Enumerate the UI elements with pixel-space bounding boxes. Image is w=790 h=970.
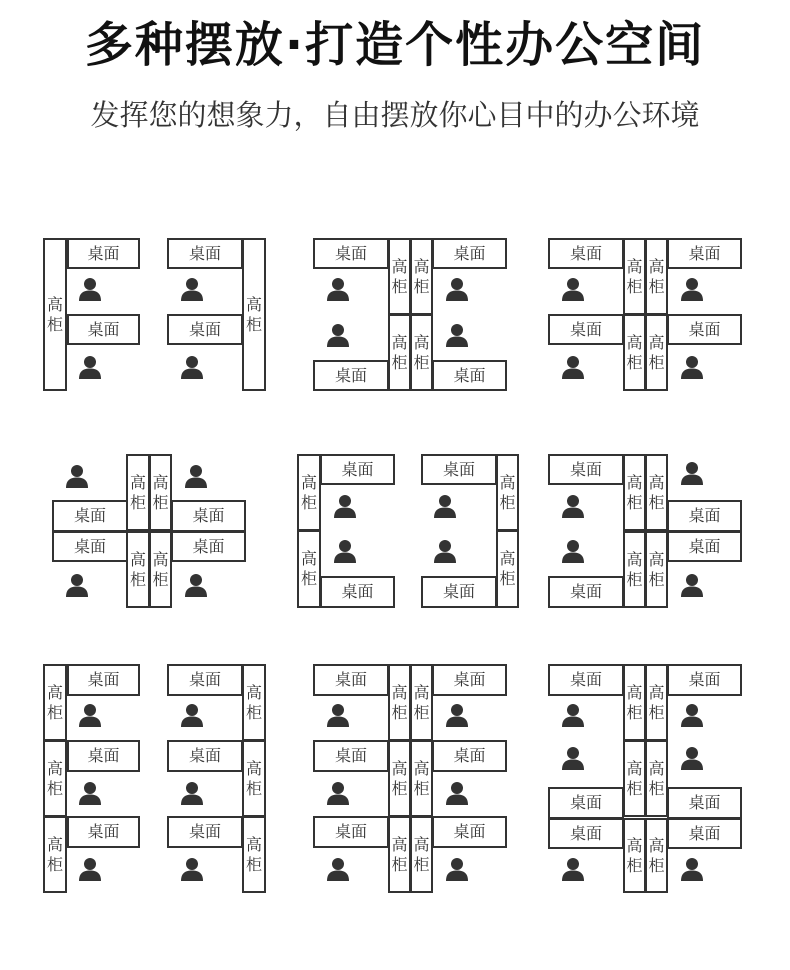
desk-label: 桌面 bbox=[688, 319, 721, 339]
tall-cabinet-label: 高 柜 bbox=[626, 472, 643, 512]
tall-cabinet-label: 高 柜 bbox=[391, 256, 408, 296]
tall-cabinet bbox=[645, 531, 668, 608]
tall-cabinet bbox=[43, 816, 67, 893]
tall-cabinet bbox=[645, 454, 668, 531]
tall-cabinet-label: 高 柜 bbox=[46, 294, 63, 334]
person-icon bbox=[180, 781, 204, 805]
desk-label: 桌面 bbox=[569, 582, 602, 601]
desk bbox=[320, 454, 395, 485]
person-icon bbox=[65, 573, 89, 597]
desk bbox=[167, 740, 243, 772]
person-icon bbox=[333, 539, 357, 563]
tall-cabinet bbox=[126, 531, 150, 608]
person-icon bbox=[680, 461, 704, 485]
desk bbox=[667, 500, 742, 532]
desk bbox=[320, 576, 395, 608]
desk-label: 桌面 bbox=[569, 823, 602, 843]
person-icon bbox=[680, 703, 704, 727]
desk bbox=[52, 531, 128, 562]
person-icon bbox=[78, 703, 102, 727]
tall-cabinet bbox=[297, 530, 321, 608]
tall-cabinet bbox=[388, 314, 411, 391]
desk-label: 桌面 bbox=[453, 670, 486, 689]
tall-cabinet bbox=[410, 238, 433, 315]
tall-cabinet bbox=[645, 664, 668, 741]
desk-label: 桌面 bbox=[569, 670, 602, 689]
person-icon bbox=[561, 539, 585, 563]
desk-label: 桌面 bbox=[188, 243, 221, 263]
tall-cabinet bbox=[388, 816, 411, 893]
person-icon bbox=[680, 277, 704, 301]
desk bbox=[67, 664, 140, 696]
person-icon bbox=[680, 857, 704, 881]
tall-cabinet-label: 高 柜 bbox=[648, 549, 665, 589]
desk bbox=[171, 500, 246, 532]
desk bbox=[421, 454, 497, 485]
person-icon bbox=[561, 746, 585, 770]
person-icon bbox=[680, 573, 704, 597]
person-icon bbox=[180, 703, 204, 727]
tall-cabinet-label: 高 柜 bbox=[245, 834, 262, 874]
person-icon bbox=[561, 355, 585, 379]
tall-cabinet-label: 高 柜 bbox=[413, 682, 430, 722]
desk bbox=[548, 454, 624, 485]
tall-cabinet-label: 高 柜 bbox=[499, 549, 516, 588]
person-icon bbox=[445, 277, 469, 301]
person-icon bbox=[433, 539, 457, 563]
desk-label: 桌面 bbox=[453, 365, 486, 385]
desk bbox=[421, 576, 497, 608]
desk bbox=[167, 238, 243, 269]
tall-cabinet-label: 高 柜 bbox=[245, 294, 262, 334]
tall-cabinet-label: 高 柜 bbox=[648, 332, 665, 372]
tall-cabinet-label: 高 柜 bbox=[391, 332, 408, 372]
tall-cabinet bbox=[410, 314, 433, 391]
desk bbox=[548, 787, 624, 819]
tall-cabinet bbox=[410, 740, 433, 817]
page-title: 多种摆放·打造个性办公空间 bbox=[84, 17, 706, 73]
desk bbox=[667, 818, 742, 849]
desk-label: 桌面 bbox=[73, 506, 106, 525]
desk bbox=[167, 816, 243, 848]
desk bbox=[548, 576, 624, 608]
desk bbox=[313, 664, 389, 696]
person-icon bbox=[561, 277, 585, 301]
desk bbox=[667, 314, 742, 345]
desk-label: 桌面 bbox=[87, 670, 120, 689]
tall-cabinet bbox=[623, 238, 646, 315]
desk-label: 桌面 bbox=[688, 823, 721, 843]
tall-cabinet-label: 高 柜 bbox=[391, 834, 408, 874]
desk bbox=[432, 238, 507, 269]
desk-label: 桌面 bbox=[188, 746, 221, 765]
desk bbox=[67, 816, 140, 848]
person-icon bbox=[561, 494, 585, 518]
desk bbox=[548, 238, 624, 269]
tall-cabinet-label: 高 柜 bbox=[245, 682, 262, 722]
desk bbox=[432, 816, 507, 848]
tall-cabinet-label: 高 柜 bbox=[626, 758, 643, 798]
tall-cabinet-label: 高 柜 bbox=[46, 758, 63, 798]
desk-label: 桌面 bbox=[569, 243, 602, 263]
tall-cabinet bbox=[496, 530, 519, 608]
person-icon bbox=[333, 494, 357, 518]
desk bbox=[667, 238, 742, 269]
person-icon bbox=[78, 781, 102, 805]
tall-cabinet-label: 高 柜 bbox=[626, 549, 643, 589]
tall-cabinet bbox=[623, 740, 646, 817]
tall-cabinet-label: 高 柜 bbox=[413, 256, 430, 296]
tall-cabinet-label: 高 柜 bbox=[413, 758, 430, 798]
tall-cabinet-label: 高 柜 bbox=[152, 472, 169, 512]
tall-cabinet bbox=[149, 531, 172, 608]
person-icon bbox=[326, 703, 350, 727]
desk-label: 桌面 bbox=[188, 822, 221, 841]
desk-label: 桌面 bbox=[87, 822, 120, 841]
desk bbox=[67, 238, 140, 269]
tall-cabinet-label: 高 柜 bbox=[648, 682, 665, 722]
tall-cabinet-label: 高 柜 bbox=[648, 472, 665, 512]
tall-cabinet bbox=[242, 664, 266, 741]
tall-cabinet-label: 高 柜 bbox=[499, 472, 516, 512]
person-icon bbox=[326, 277, 350, 301]
desk-label: 桌面 bbox=[688, 506, 721, 525]
person-icon bbox=[78, 277, 102, 301]
desk-label: 桌面 bbox=[334, 746, 367, 765]
tall-cabinet-label: 高 柜 bbox=[391, 758, 408, 798]
tall-cabinet-label: 高 柜 bbox=[413, 834, 430, 874]
tall-cabinet bbox=[43, 664, 67, 741]
desk bbox=[167, 664, 243, 696]
tall-cabinet-label: 高 柜 bbox=[152, 549, 169, 589]
person-icon bbox=[680, 746, 704, 770]
tall-cabinet-label: 高 柜 bbox=[391, 682, 408, 722]
tall-cabinet bbox=[645, 238, 668, 315]
person-icon bbox=[561, 857, 585, 881]
tall-cabinet-label: 高 柜 bbox=[648, 835, 665, 875]
tall-cabinet-label: 高 柜 bbox=[300, 472, 317, 512]
tall-cabinet bbox=[242, 740, 266, 817]
desk-label: 桌面 bbox=[442, 582, 475, 601]
person-icon bbox=[326, 323, 350, 347]
tall-cabinet bbox=[388, 664, 411, 741]
tall-cabinet bbox=[43, 238, 67, 391]
desk bbox=[313, 238, 389, 269]
desk bbox=[432, 360, 507, 391]
desk-label: 桌面 bbox=[87, 243, 120, 263]
desk-label: 桌面 bbox=[73, 536, 106, 556]
desk bbox=[667, 531, 742, 562]
desk bbox=[313, 816, 389, 848]
tall-cabinet-label: 高 柜 bbox=[413, 332, 430, 372]
desk bbox=[313, 740, 389, 772]
desk bbox=[67, 740, 140, 772]
tall-cabinet-label: 高 柜 bbox=[46, 834, 63, 874]
person-icon bbox=[65, 464, 89, 488]
tall-cabinet-label: 高 柜 bbox=[648, 256, 665, 296]
tall-cabinet bbox=[388, 238, 411, 315]
desk-label: 桌面 bbox=[569, 459, 602, 479]
tall-cabinet-label: 高 柜 bbox=[129, 472, 146, 512]
person-icon bbox=[184, 573, 208, 597]
tall-cabinet-label: 高 柜 bbox=[245, 758, 262, 798]
desk bbox=[67, 314, 140, 345]
tall-cabinet-label: 高 柜 bbox=[626, 332, 643, 372]
person-icon bbox=[561, 703, 585, 727]
desk-label: 桌面 bbox=[334, 670, 367, 689]
desk-label: 桌面 bbox=[688, 670, 721, 689]
desk bbox=[548, 664, 624, 696]
person-icon bbox=[180, 277, 204, 301]
desk bbox=[171, 531, 246, 562]
desk-label: 桌面 bbox=[688, 536, 721, 556]
person-icon bbox=[445, 781, 469, 805]
desk-label: 桌面 bbox=[87, 746, 120, 765]
person-icon bbox=[433, 494, 457, 518]
desk bbox=[432, 740, 507, 772]
tall-cabinet bbox=[43, 740, 67, 817]
tall-cabinet-label: 高 柜 bbox=[626, 682, 643, 722]
person-icon bbox=[78, 355, 102, 379]
desk bbox=[167, 314, 243, 345]
desk bbox=[548, 818, 624, 849]
person-icon bbox=[78, 857, 102, 881]
person-icon bbox=[326, 781, 350, 805]
tall-cabinet bbox=[645, 740, 668, 817]
page-subtitle: 发挥您的想象力，自由摆放你心目中的办公环境 bbox=[90, 98, 700, 132]
tall-cabinet bbox=[297, 454, 321, 531]
desk bbox=[52, 500, 128, 532]
person-icon bbox=[180, 857, 204, 881]
person-icon bbox=[184, 464, 208, 488]
desk-label: 桌面 bbox=[569, 793, 602, 812]
tall-cabinet bbox=[645, 314, 668, 391]
desk-label: 桌面 bbox=[188, 670, 221, 689]
desk-label: 桌面 bbox=[453, 746, 486, 765]
desk-label: 桌面 bbox=[334, 822, 367, 841]
tall-cabinet bbox=[126, 454, 150, 531]
tall-cabinet bbox=[623, 314, 646, 391]
tall-cabinet bbox=[623, 454, 646, 531]
person-icon bbox=[445, 323, 469, 347]
desk-label: 桌面 bbox=[569, 319, 602, 339]
tall-cabinet bbox=[388, 740, 411, 817]
tall-cabinet-label: 高 柜 bbox=[129, 549, 146, 589]
desk bbox=[667, 664, 742, 696]
desk bbox=[548, 314, 624, 345]
desk-label: 桌面 bbox=[688, 793, 721, 812]
person-icon bbox=[326, 857, 350, 881]
tall-cabinet-label: 高 柜 bbox=[626, 256, 643, 296]
tall-cabinet-label: 高 柜 bbox=[648, 758, 665, 798]
tall-cabinet bbox=[645, 818, 668, 893]
desk-label: 桌面 bbox=[453, 822, 486, 841]
tall-cabinet-label: 高 柜 bbox=[46, 682, 63, 722]
desk-label: 桌面 bbox=[188, 319, 221, 339]
tall-cabinet bbox=[242, 816, 266, 893]
person-icon bbox=[180, 355, 204, 379]
person-icon bbox=[445, 703, 469, 727]
desk-label: 桌面 bbox=[192, 506, 225, 525]
tall-cabinet bbox=[623, 531, 646, 608]
desk-label: 桌面 bbox=[341, 459, 374, 479]
desk-label: 桌面 bbox=[341, 582, 374, 601]
desk bbox=[667, 787, 742, 819]
tall-cabinet-label: 高 柜 bbox=[626, 835, 643, 875]
desk-label: 桌面 bbox=[192, 536, 225, 556]
tall-cabinet bbox=[623, 664, 646, 741]
person-icon bbox=[445, 857, 469, 881]
desk-label: 桌面 bbox=[442, 459, 475, 479]
tall-cabinet-label: 高 柜 bbox=[300, 549, 317, 588]
desk-label: 桌面 bbox=[334, 365, 367, 385]
tall-cabinet bbox=[496, 454, 519, 531]
desk-label: 桌面 bbox=[87, 319, 120, 339]
tall-cabinet bbox=[410, 664, 433, 741]
tall-cabinet bbox=[410, 816, 433, 893]
desk-label: 桌面 bbox=[453, 243, 486, 263]
desk-label: 桌面 bbox=[334, 243, 367, 263]
tall-cabinet bbox=[623, 818, 646, 893]
desk bbox=[432, 664, 507, 696]
person-icon bbox=[680, 355, 704, 379]
desk bbox=[313, 360, 389, 391]
desk-label: 桌面 bbox=[688, 243, 721, 263]
tall-cabinet bbox=[242, 238, 266, 391]
tall-cabinet bbox=[149, 454, 172, 531]
